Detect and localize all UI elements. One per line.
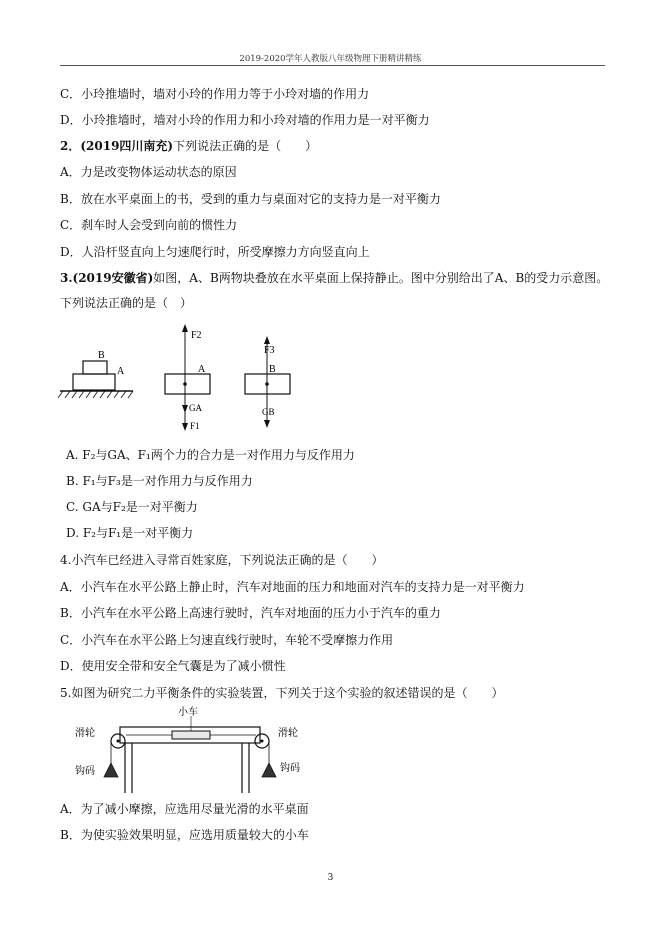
q3-stem: 如图，A、B两物块叠放在水平桌面上保持静止。图中分别给出了A、B的受力示意图。	[153, 271, 609, 285]
q1-option-c: C．小玲推墙时，墙对小玲的作用力等于小玲对墙的作用力	[60, 87, 370, 101]
q3-option-b: B. F₁与F₃是一对作用力与反作用力	[66, 474, 253, 488]
page-header: 2019-2020学年人教版八年级物理下册精讲精练	[239, 54, 422, 64]
weights-right-shape	[262, 763, 276, 777]
arrow-f2-head	[182, 324, 188, 332]
pulley-right-axle	[261, 740, 264, 743]
q3-stem-line	[60, 270, 608, 286]
q2-option-d: D．人沿杆竖直向上匀速爬行时，所受摩擦力方向竖直向上	[60, 245, 370, 259]
q4-option-d: D．使用安全带和安全气囊是为了减小惯性	[60, 659, 286, 673]
q3-stem-line-2: 下列说法正确的是（ ）	[60, 296, 193, 310]
q1-option-d: D．小玲推墙时，墙对小玲的作用力和小玲对墙的作用力是一对平衡力	[60, 113, 430, 127]
pulley-left-axle	[117, 740, 120, 743]
q4-option-a: A．小汽车在水平公路上静止时，汽车对地面的压力和地面对汽车的支持力是一对平衡力	[60, 580, 525, 594]
block-b-shape	[83, 361, 107, 374]
weights-left-shape	[104, 763, 118, 777]
q2-number: 2．	[60, 139, 81, 153]
header-rule	[60, 65, 605, 66]
table-hatching	[58, 391, 133, 398]
q3-option-a: A. F₂与GA、F₁两个力的合力是一对作用力与反作用力	[66, 448, 355, 462]
block-b-forces	[245, 336, 290, 428]
q5-stem: 5.如图为研究二力平衡条件的实验装置，下列关于这个实验的叙述错误的是（ ）	[60, 686, 504, 700]
page-number: 3	[327, 873, 334, 883]
label-f1: F1	[190, 421, 200, 431]
arrow-f1-head	[182, 423, 188, 431]
label-f2: F2	[191, 330, 202, 341]
label-pulley-left: 滑轮	[75, 728, 95, 739]
q5-option-a: A．为了减小摩擦，应选用尽量光滑的水平桌面	[60, 802, 309, 816]
q2-option-c: C．刹车时人会受到向前的惯性力	[60, 218, 238, 232]
label-a: A	[117, 366, 125, 377]
q2-source: (2019四川南充)	[80, 139, 174, 153]
cart-shape	[172, 731, 210, 739]
q5-apparatus-diagram	[70, 705, 330, 795]
q2-option-b: B．放在水平桌面上的书，受到的重力与桌面对它的支持力是一对平衡力	[60, 192, 441, 206]
arrow-gb-head	[264, 420, 270, 428]
q3-option-d: D. F₂与F₁是一对平衡力	[66, 526, 194, 540]
block-a-shape	[73, 374, 115, 390]
q3-force-diagram	[55, 318, 315, 433]
label-block-b: B	[269, 364, 276, 375]
label-f3: F3	[264, 345, 275, 356]
q4-option-b: B．小汽车在水平公路上高速行驶时，汽车对地面的压力小于汽车的重力	[60, 606, 441, 620]
arrow-f3-head	[264, 336, 270, 344]
label-weights-left: 钩码	[75, 766, 95, 777]
q3-source: (2019安徽省)	[72, 271, 154, 285]
label-weights-right: 钩码	[280, 763, 300, 774]
label-b: B	[98, 350, 105, 361]
q3-option-c: C. GA与F₂是一对平衡力	[66, 500, 198, 514]
label-ga: GA	[189, 403, 202, 413]
label-cart: 小车	[178, 707, 198, 718]
q4-stem: 4.小汽车已经进入寻常百姓家庭，下列说法正确的是（ ）	[60, 553, 384, 567]
q2-stem-line	[60, 138, 317, 154]
q2-stem: 下列说法正确的是（ ）	[173, 139, 318, 153]
arrow-ga-head	[182, 405, 188, 413]
block-a-free-body	[165, 374, 210, 394]
q5-option-b: B．为使实验效果明显，应选用质量较大的小车	[60, 828, 309, 842]
stacked-blocks-figure	[58, 350, 133, 398]
q3-number: 3.	[60, 271, 73, 285]
label-pulley-right: 滑轮	[278, 728, 298, 739]
q4-option-c: C．小汽车在水平公路上匀速直线行驶时，车轮不受摩擦力作用	[60, 633, 394, 647]
block-a-forces	[165, 324, 210, 431]
q2-option-a: A．力是改变物体运动状态的原因	[60, 165, 237, 179]
label-gb: GB	[262, 407, 275, 417]
label-block-a: A	[198, 364, 206, 375]
